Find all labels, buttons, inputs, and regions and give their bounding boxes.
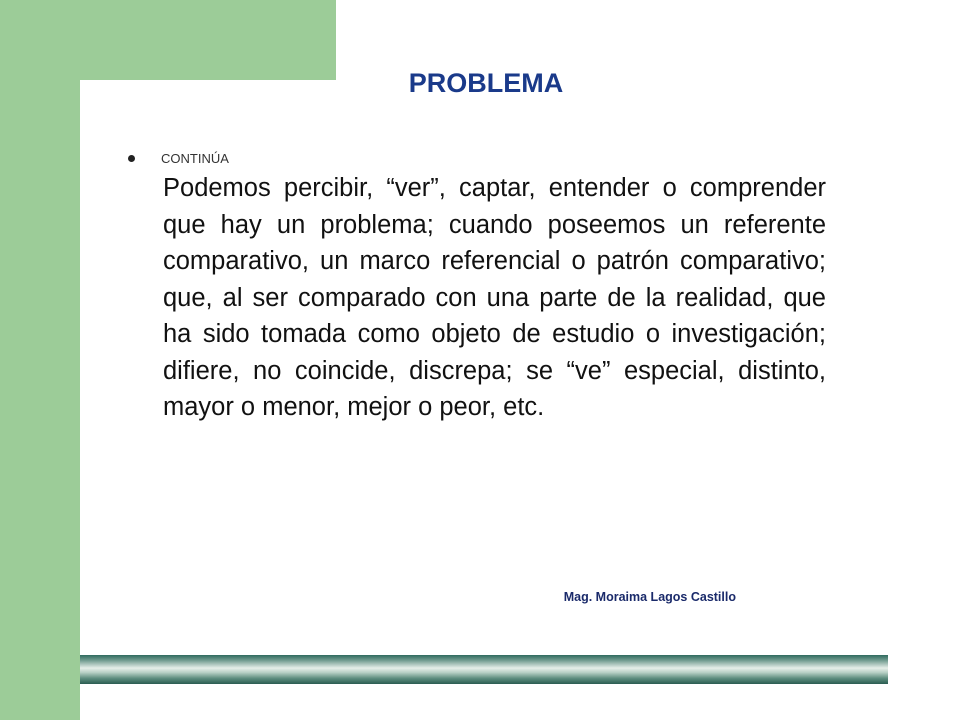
decorative-green-top-panel xyxy=(0,0,336,80)
body-paragraph: Podemos percibir, “ver”, captar, entender o comprender que hay un problema; cuando poseemos un referente comparativo, un marco referencial o patrón comparativo; que, al ser comparado con una parte de la realidad, que ha sido tomada como objeto de estudio o investigación; difiere, no coincide, discrepa; se “ve” especial, distinto, mayor o menor, mejor o peor, etc. xyxy=(163,174,826,421)
bullet-label: CONTINÚA xyxy=(161,150,229,166)
bullet-dot-icon xyxy=(128,155,135,162)
decorative-rounded-corner xyxy=(80,80,150,150)
bullet-item xyxy=(128,148,229,168)
decorative-stripe-bar xyxy=(80,655,888,684)
decorative-green-side-panel xyxy=(0,0,80,720)
author-credit: Mag. Moraima Lagos Castillo xyxy=(563,590,736,604)
slide-title: PROBLEMA xyxy=(408,68,564,98)
